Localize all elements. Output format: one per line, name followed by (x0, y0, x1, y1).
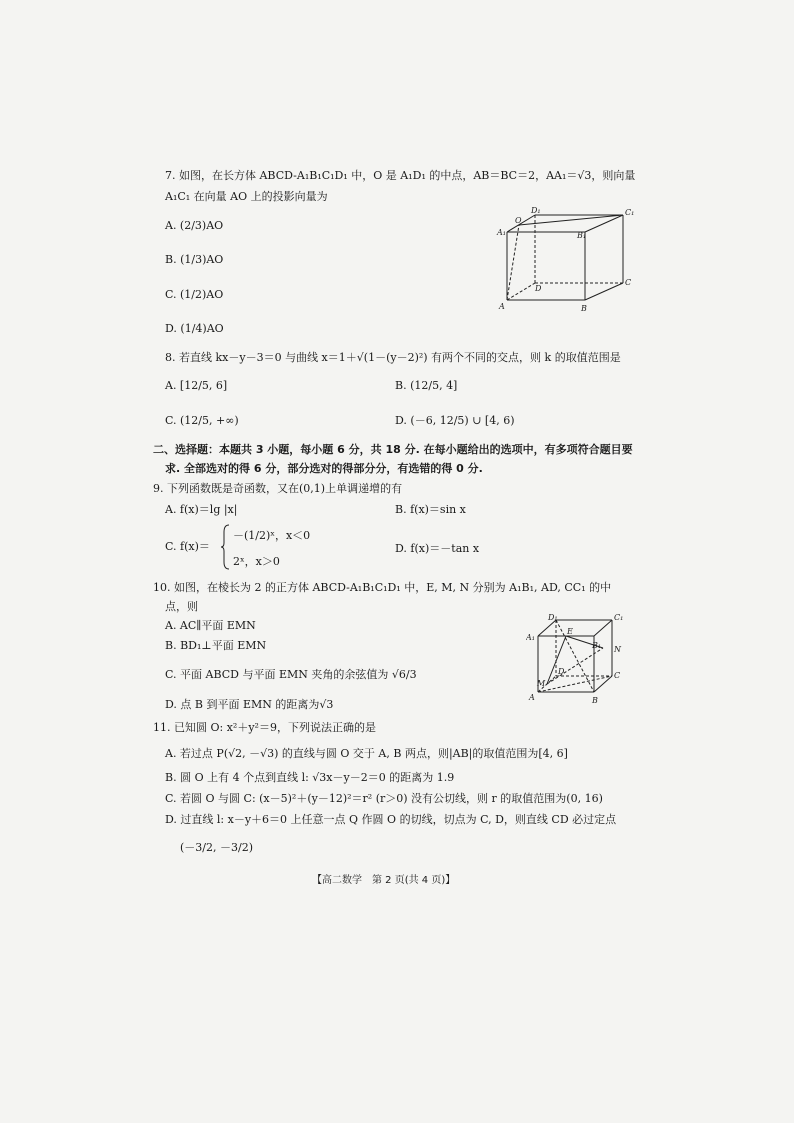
q11-option-d-line1: D. 过直线 l: x－y＋6＝0 上任意一点 Q 作圆 O 的切线，切点为 C, D，则直线 CD 必过定点 (165, 813, 617, 826)
section-2-heading-line1: 二、选择题：本题共 3 小题，每小题 6 分，共 18 分. 在每小题给出的选项中，有多项符合题目要 (153, 443, 633, 456)
q11-option-b: B. 圆 O 上有 4 个点到直线 l: √3x－y－2＝0 的距离为 1.9 (165, 771, 455, 784)
page-footer: 【高二数学 第 2 页(共 4 页)】 (312, 875, 456, 886)
q8-option-c: C. (12/5, +∞) (165, 414, 239, 427)
q10-fig-label-b1: B₁ (592, 641, 602, 650)
q10-fig-label-e: E (567, 627, 573, 636)
section-2-heading-line2: 求. 全部选对的得 6 分，部分选对的得部分分，有选错的得 0 分. (165, 462, 483, 475)
q7-fig-label-b: B (581, 304, 587, 313)
q10-fig-label-m: M (537, 679, 546, 688)
q7-fig-label-d1: D₁ (531, 206, 541, 215)
q10-fig-label-c1: C₁ (614, 613, 624, 622)
q8-option-d: D. (－6, 12/5) ∪ [4, 6) (395, 414, 515, 427)
q7-stem-line2: A₁C₁ 在向量 AO 上的投影向量为 (165, 190, 328, 203)
q10-stem-line2: 点，则 (165, 600, 198, 613)
q10-fig-label-d: D (558, 667, 565, 676)
q7-fig-label-c: C (625, 278, 632, 287)
q10-fig-label-d1: D₁ (548, 613, 558, 622)
q9-option-c-brace (221, 524, 231, 570)
q9-option-d: D. f(x)＝－tan x (395, 542, 480, 555)
q7-option-a: A. (2/3)AO (165, 219, 224, 232)
q7-option-c: C. (1/2)AO (165, 288, 224, 301)
q11-stem: 11. 已知圆 O: x²＋y²＝9，下列说法正确的是 (153, 721, 376, 734)
q9-option-c-case1: －(1/2)ˣ，x＜0 (233, 529, 311, 542)
q7-option-d: D. (1/4)AO (165, 322, 224, 335)
q7-stem-line1: 7. 如图，在长方体 ABCD-A₁B₁C₁D₁ 中，O 是 A₁D₁ 的中点，AB＝BC＝2，AA₁＝√3，则向量 (165, 169, 636, 182)
q7-fig-label-a1: A₁ (497, 228, 506, 237)
q7-fig-label-c1: C₁ (625, 208, 635, 217)
q11-option-a: A. 若过点 P(√2, －√3) 的直线与圆 O 交于 A, B 两点，则|AB|的取值范围为[4, 6] (165, 747, 568, 760)
q8-option-a: A. [12/5, 6] (165, 379, 228, 392)
q7-fig-label-d: D (535, 284, 542, 293)
q11-option-d-line2: (－3/2, －3/2) (180, 841, 253, 854)
q10-fig-label-a: A (529, 693, 535, 702)
q9-option-b: B. f(x)＝sin x (395, 503, 466, 516)
q10-option-d: D. 点 B 到平面 EMN 的距离为√3 (165, 698, 334, 711)
q7-fig-label-a: A (499, 302, 505, 311)
q10-fig-label-c: C (614, 671, 621, 680)
q10-option-b: B. BD₁⊥平面 EMN (165, 639, 267, 652)
q11-option-c: C. 若圆 O 与圆 C: (x－5)²＋(y－12)²＝r² (r＞0) 没有公切线，则 r 的取值范围为(0, 16) (165, 792, 603, 805)
q10-stem-line1: 10. 如图，在棱长为 2 的正方体 ABCD-A₁B₁C₁D₁ 中，E, M, N 分别为 A₁B₁, AD, CC₁ 的中 (153, 581, 612, 594)
q7-fig-label-b1: B₁ (577, 231, 587, 240)
q8-stem: 8. 若直线 kx－y－3＝0 与曲线 x＝1＋√(1－(y－2)²) 有两个不同的交点，则 k 的取值范围是 (165, 351, 621, 364)
q7-option-b: B. (1/3)AO (165, 253, 224, 266)
q7-box-figure (495, 205, 635, 315)
q7-fig-label-o: O (515, 216, 522, 225)
q9-option-c-case2: 2ˣ，x＞0 (233, 555, 280, 568)
q10-fig-label-n: N (614, 645, 621, 654)
q10-cube-figure (526, 612, 626, 707)
q10-fig-label-a1: A₁ (526, 633, 535, 642)
q10-fig-label-b: B (592, 696, 598, 705)
q10-option-a: A. AC∥平面 EMN (165, 619, 256, 632)
q8-option-b: B. (12/5, 4] (395, 379, 458, 392)
q9-stem: 9. 下列函数既是奇函数，又在(0,1)上单调递增的有 (153, 482, 403, 495)
q10-option-c: C. 平面 ABCD 与平面 EMN 夹角的余弦值为 √6/3 (165, 668, 417, 681)
q9-option-c-head: C. f(x)＝ (165, 540, 210, 553)
q9-option-a: A. f(x)＝lg |x| (165, 503, 238, 516)
